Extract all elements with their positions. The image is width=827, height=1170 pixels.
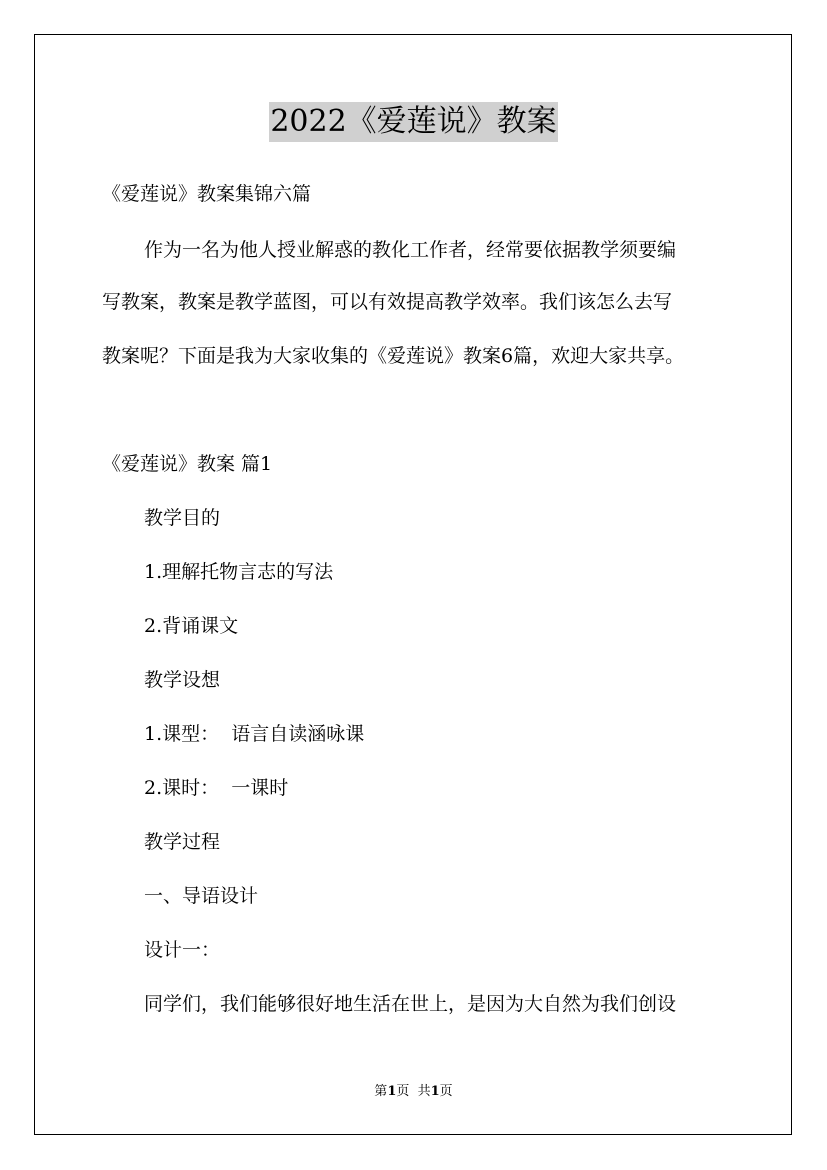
intro-line-2: 写教案，教案是教学蓝图，可以有效提高教学效率。我们该怎么去写 bbox=[102, 291, 673, 313]
list-item: 教学设想 bbox=[144, 669, 221, 691]
list-item: 2.课时： 一课时 bbox=[144, 777, 289, 799]
list-item: 1.课型： 语言自读涵咏课 bbox=[144, 723, 365, 745]
list-item: 同学们，我们能够很好地生活在世上，是因为大自然为我们创设 bbox=[144, 993, 677, 1015]
list-item: 教学过程 bbox=[144, 831, 221, 853]
footer-suffix: 页 bbox=[439, 1084, 453, 1099]
list-item: 设计一： bbox=[144, 939, 221, 961]
footer-current-page: 1 bbox=[387, 1084, 397, 1099]
intro-line-1: 作为一名为他人授业解惑的教化工作者，经常要依据教学须要编 bbox=[144, 239, 677, 261]
document-subtitle: 《爱莲说》教案集锦六篇 bbox=[102, 183, 312, 205]
list-item: 2.背诵课文 bbox=[144, 615, 239, 637]
list-item: 一、导语设计 bbox=[144, 885, 259, 907]
footer-prefix: 第 bbox=[374, 1084, 388, 1099]
intro-line-3: 教案呢？下面是我为大家收集的《爱莲说》教案6篇，欢迎大家共享。 bbox=[102, 345, 685, 367]
document-title: 2022《爱莲说》教案 bbox=[269, 102, 557, 142]
section-heading: 《爱莲说》教案 篇1 bbox=[102, 453, 273, 475]
footer-mid: 页 共 bbox=[396, 1084, 431, 1099]
list-item: 教学目的 bbox=[144, 507, 221, 529]
page-footer bbox=[0, 1084, 827, 1100]
list-item: 1.理解托物言志的写法 bbox=[144, 561, 334, 583]
document-title-container bbox=[0, 102, 827, 142]
footer-total-pages: 1 bbox=[430, 1084, 440, 1099]
